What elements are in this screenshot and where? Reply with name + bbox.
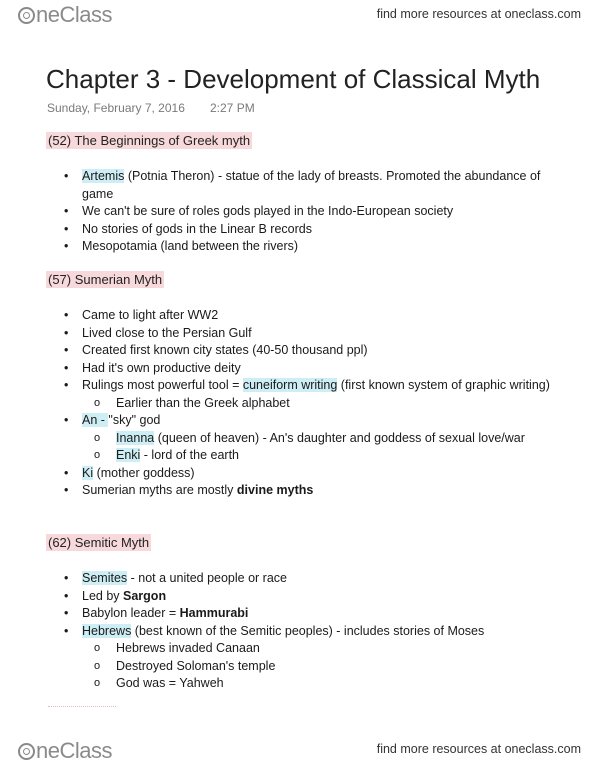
list-item: • Semites - not a united people or race bbox=[64, 571, 287, 585]
header-resources-link[interactable]: find more resources at oneclass.com bbox=[376, 7, 581, 21]
note-date: Sunday, February 7, 2016 bbox=[47, 101, 185, 115]
note-time: 2:27 PM bbox=[210, 101, 255, 115]
list-item: • Lived close to the Persian Gulf bbox=[64, 325, 252, 340]
list-sumerian bbox=[64, 307, 574, 500]
list-item: • Hebrews (best known of the Semitic peoples) - includes stories of Moses bbox=[64, 623, 485, 638]
list-item: • Rulings most powerful tool = cuneiform writing (first known system of graphic writing) bbox=[64, 378, 550, 392]
list-item: • Mesopotamia (land between the rivers) bbox=[64, 239, 299, 253]
list-item: • Babylon leader = Hammurabi bbox=[64, 606, 249, 620]
oneclass-mark-icon bbox=[18, 743, 35, 760]
list-item: • We can't be sure of roles gods played in the Indo-European society bbox=[64, 204, 454, 218]
list-semitic bbox=[64, 570, 574, 693]
list-item: • Sumerian myths are mostly divine myths bbox=[64, 483, 314, 497]
list-item: • No stories of gods in the Linear B records bbox=[64, 221, 312, 236]
list-item: • Ki (mother goddess) bbox=[64, 465, 195, 480]
sub-list-item: o Earlier than the Greek alphabet bbox=[94, 395, 290, 410]
footer-resources-link[interactable]: find more resources at oneclass.com bbox=[376, 742, 581, 756]
list-item: • Led by Sargon bbox=[64, 588, 167, 603]
sub-list-item: o Inanna (queen of heaven) - An's daughter and goddess of sexual love/war bbox=[94, 430, 525, 445]
divider bbox=[48, 706, 116, 707]
list-greek bbox=[64, 168, 574, 256]
oneclass-mark-icon bbox=[18, 7, 35, 24]
sub-list-item: o Destroyed Soloman's temple bbox=[94, 658, 276, 673]
section-heading-sumerian: (57) Sumerian Myth bbox=[48, 272, 163, 287]
list-item: • An - "sky" god bbox=[64, 413, 161, 427]
list-item: • Created first known city states (40-50 thousand ppl) bbox=[64, 343, 368, 357]
page-title: Chapter 3 - Development of Classical Myth bbox=[46, 64, 541, 94]
sub-list-item: o Hebrews invaded Canaan bbox=[94, 641, 260, 655]
oneclass-footer-logo[interactable]: neClass bbox=[18, 738, 112, 764]
list-item: • Came to light after WW2 bbox=[64, 308, 219, 322]
list-item: • Had it's own productive deity bbox=[64, 360, 241, 375]
section-heading-greek: (52) The Beginnings of Greek myth bbox=[48, 133, 251, 148]
section-heading-semitic: (62) Semitic Myth bbox=[48, 535, 150, 550]
oneclass-logo[interactable]: neClass bbox=[18, 2, 112, 28]
list-item: • Artemis (Potnia Theron) - statue of the lady of breasts. Promoted the abundance of game bbox=[64, 169, 541, 201]
sub-list-item: o Enki - lord of the earth bbox=[94, 448, 239, 462]
sub-list-item: o God was = Yahweh bbox=[94, 676, 224, 690]
